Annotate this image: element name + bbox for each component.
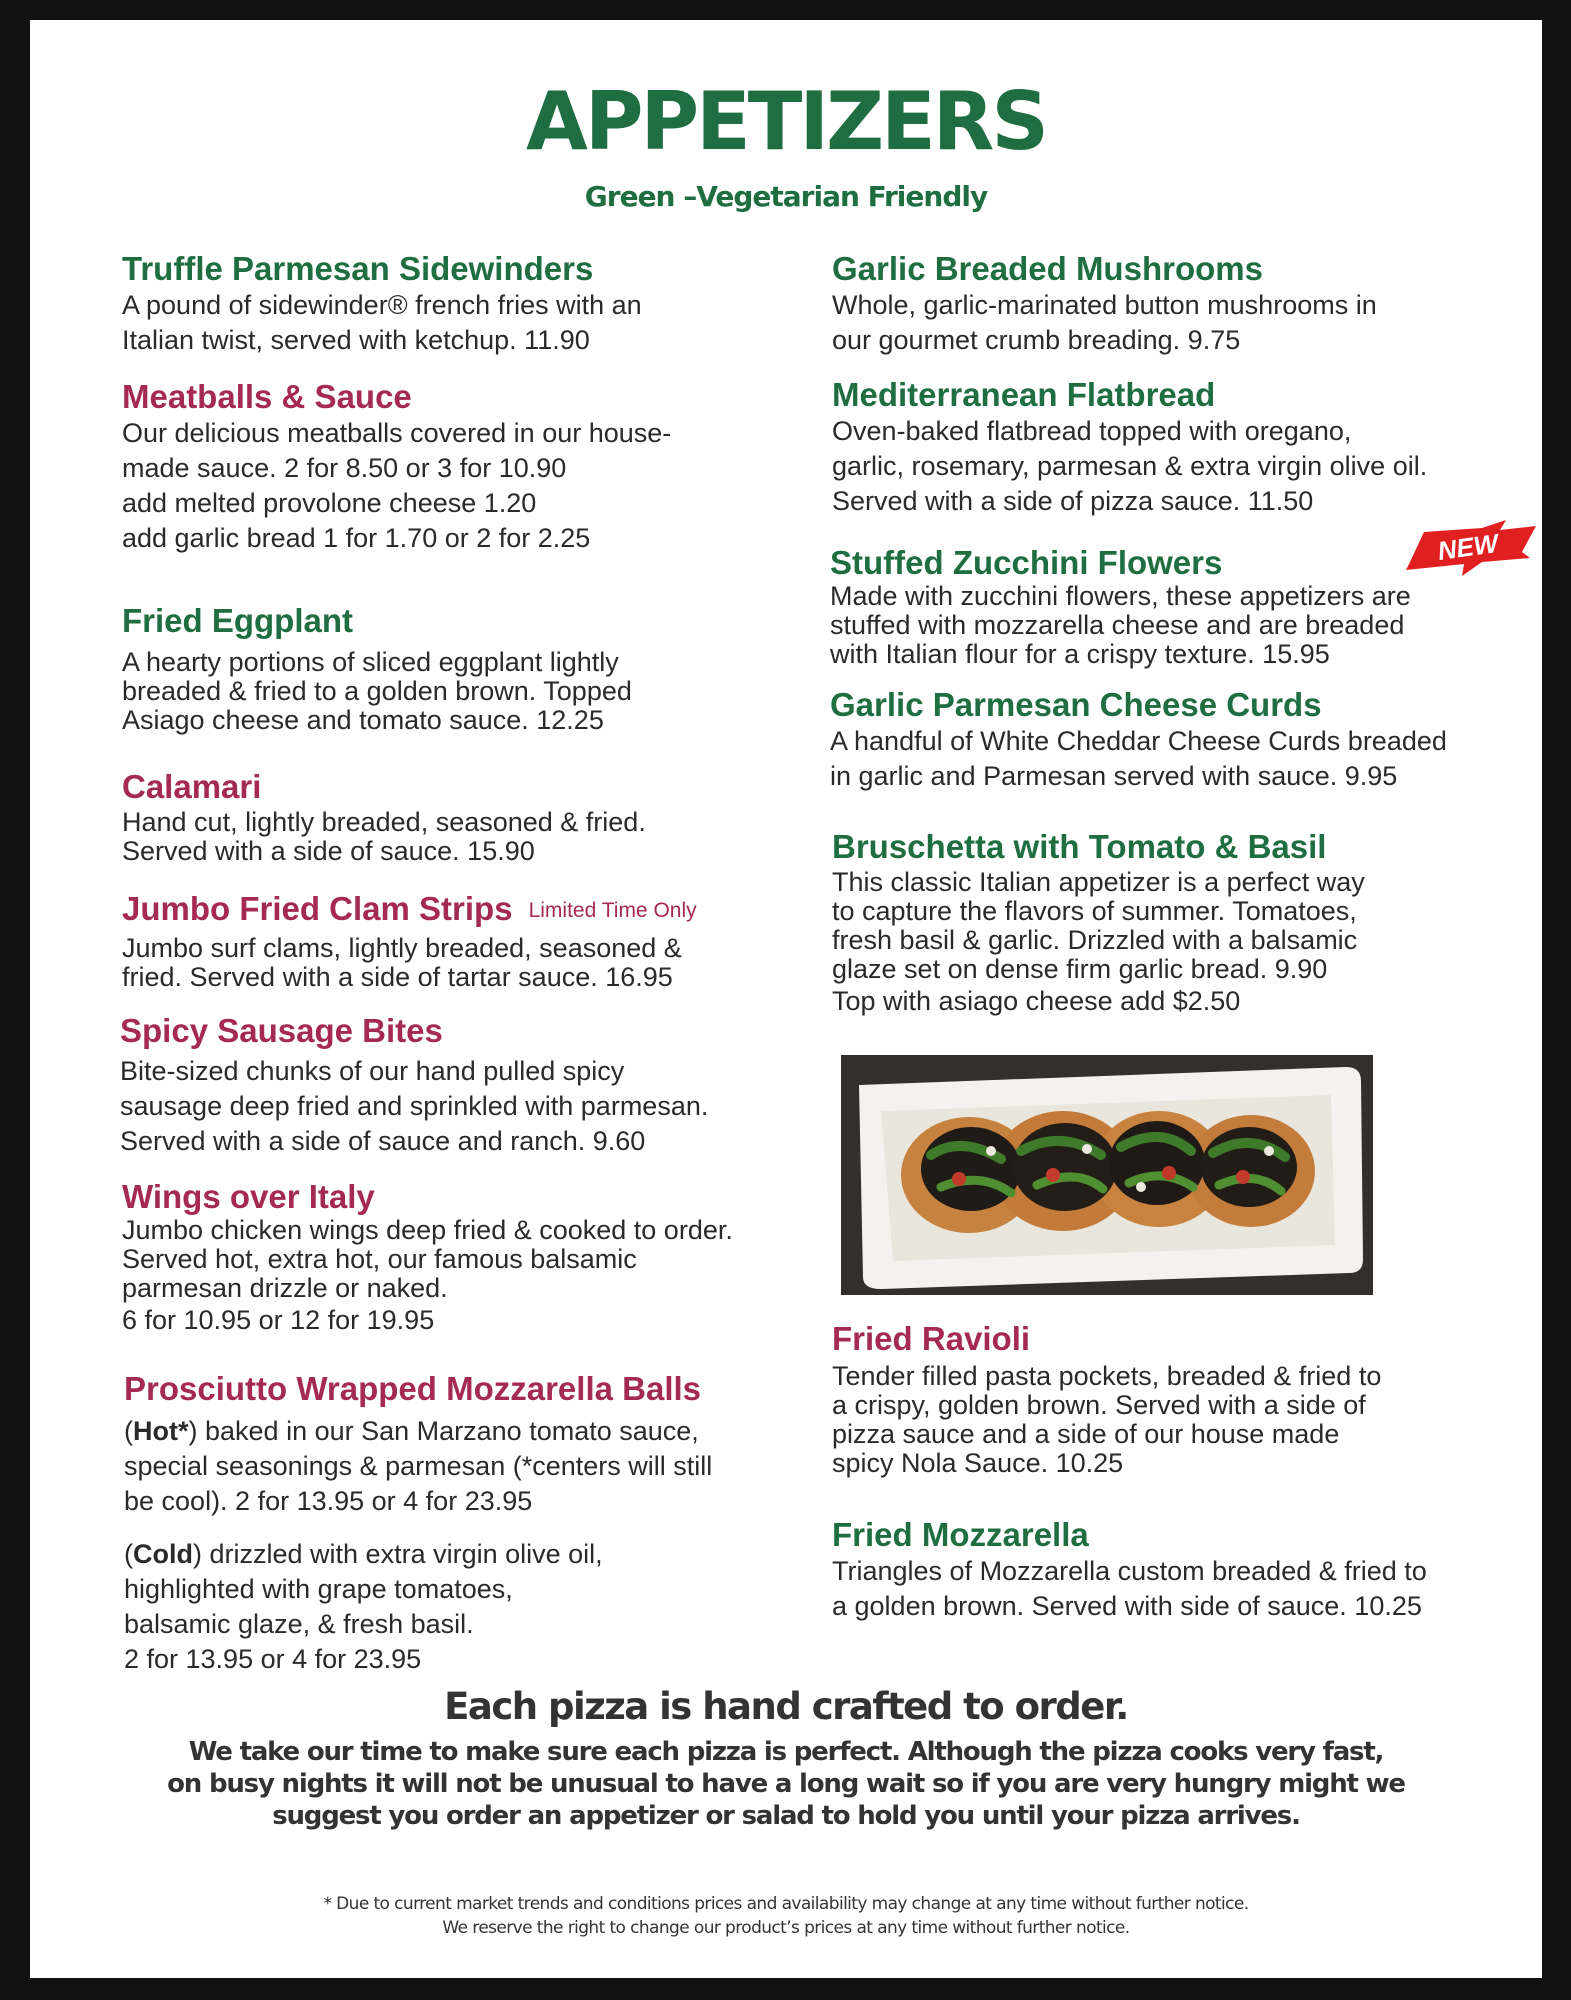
item-desc-line: Top with asiago cheese add $2.50 xyxy=(832,986,1241,1016)
menu-item-wings-over-italy xyxy=(122,1178,822,1338)
item-name: Stuffed Zucchini Flowers xyxy=(830,544,1223,581)
price-disclaimer: * Due to current market trends and conditions prices and availability may change at any time without further notice. xyxy=(323,1894,1249,1914)
price-disclaimer: We reserve the right to change our product’s prices at any time without further notice. xyxy=(442,1918,1130,1938)
menu-item-garlic-breaded-mushrooms xyxy=(832,250,1532,358)
menu-item-prosciutto-wrapped-mozzarella-balls xyxy=(124,1370,824,1677)
item-desc-line: spicy Nola Sauce. 10.25 xyxy=(832,1448,1124,1478)
item-desc-line: a golden brown. Served with side of sauce. 10.25 xyxy=(832,1591,1422,1621)
item-name: Bruschetta with Tomato & Basil xyxy=(832,828,1327,865)
item-desc-line: Jumbo surf clams, lightly breaded, seasoned & xyxy=(122,933,682,963)
menu-item-stuffed-zucchini-flowers xyxy=(830,544,1530,669)
menu-item-jumbo-fried-clam-strips xyxy=(122,890,822,992)
item-name: Garlic Parmesan Cheese Curds xyxy=(830,686,1322,723)
item-desc-line: A handful of White Cheddar Cheese Curds breaded xyxy=(830,726,1447,756)
item-desc-line: in garlic and Parmesan served with sauce. 9.95 xyxy=(830,761,1398,791)
footer-line: on busy nights it will not be unusual to have a long wait so if you are very hungry might we xyxy=(167,1769,1405,1799)
item-name: Calamari xyxy=(122,768,262,805)
item-desc-line: Made with zucchini flowers, these appetizers are xyxy=(830,581,1411,611)
menu-item-spicy-sausage-bites xyxy=(120,1012,820,1159)
item-desc-line: a crispy, golden brown. Served with a side of xyxy=(832,1390,1366,1420)
footer-line: We take our time to make sure each pizza is perfect. Although the pizza cooks very fast, xyxy=(188,1737,1384,1767)
item-desc-line: special seasonings & parmesan (*centers will still xyxy=(124,1451,713,1481)
item-name: Fried Ravioli xyxy=(832,1320,1031,1357)
item-desc-line: our gourmet crumb breading. 9.75 xyxy=(832,325,1241,355)
item-desc-line: Served with a side of sauce. 15.90 xyxy=(122,836,535,866)
item-desc-line: pizza sauce and a side of our house made xyxy=(832,1419,1340,1449)
item-desc-line: stuffed with mozzarella cheese and are breaded xyxy=(830,610,1405,640)
item-desc-line: Asiago cheese and tomato sauce. 12.25 xyxy=(122,705,604,735)
limited-time-tag: Limited Time Only xyxy=(528,899,697,922)
item-desc-line: add melted provolone cheese 1.20 xyxy=(122,488,537,518)
item-desc-line: Served hot, extra hot, our famous balsamic xyxy=(122,1244,637,1274)
menu-item-mediterranean-flatbread xyxy=(832,376,1532,519)
item-desc-line: Jumbo chicken wings deep fried & cooked to order. xyxy=(122,1215,733,1245)
menu-item-bruschetta-tomato-basil xyxy=(832,828,1532,1019)
vegetarian-legend: Green –Vegetarian Friendly xyxy=(584,180,988,213)
item-desc-text: drizzled with extra virgin olive oil, xyxy=(209,1539,603,1569)
item-name: Fried Eggplant xyxy=(122,602,353,639)
menu-page xyxy=(30,20,1542,1978)
item-desc-line: This classic Italian appetizer is a perfect way xyxy=(832,867,1365,897)
bruschetta-photo xyxy=(841,1055,1373,1295)
menu-item-garlic-parmesan-cheese-curds xyxy=(830,686,1530,794)
hot-label: Hot* xyxy=(133,1416,189,1446)
item-name: Mediterranean Flatbread xyxy=(832,376,1216,413)
item-name: Meatballs & Sauce xyxy=(122,378,412,415)
item-desc-line: parmesan drizzle or naked. xyxy=(122,1273,448,1303)
item-desc-line: sausage deep fried and sprinkled with parmesan. xyxy=(120,1091,709,1121)
item-desc-line: Bite-sized chunks of our hand pulled spicy xyxy=(120,1056,625,1086)
item-desc-line: add garlic bread 1 for 1.70 or 2 for 2.25 xyxy=(122,523,591,553)
menu-item-calamari xyxy=(122,768,822,866)
item-desc-line: be cool). 2 for 13.95 or 4 for 23.95 xyxy=(124,1486,533,1516)
item-desc-line: A pound of sidewinder® french fries with an xyxy=(122,290,642,320)
item-desc-line: Whole, garlic-marinated button mushrooms in xyxy=(832,290,1377,320)
item-desc-line: A hearty portions of sliced eggplant lightly xyxy=(122,647,619,677)
item-desc-line: fresh basil & garlic. Drizzled with a balsamic xyxy=(832,925,1358,955)
cold-option-line: (Cold) drizzled with extra virgin olive oil, xyxy=(124,1539,603,1569)
footer-message xyxy=(30,1736,1542,1832)
item-desc-line: breaded & fried to a golden brown. Topped xyxy=(122,676,632,706)
item-name: Spicy Sausage Bites xyxy=(120,1012,443,1049)
item-desc-line: highlighted with grape tomatoes, xyxy=(124,1574,513,1604)
item-desc-line: glaze set on dense firm garlic bread. 9.90 xyxy=(832,954,1328,984)
cold-label: Cold xyxy=(133,1539,193,1569)
page-title: APPETIZERS xyxy=(525,75,1047,168)
item-name: Fried Mozzarella xyxy=(832,1516,1089,1553)
item-name: Prosciutto Wrapped Mozzarella Balls xyxy=(124,1370,702,1407)
item-desc-line: fried. Served with a side of tartar sauce. 16.95 xyxy=(122,962,673,992)
footer-line: suggest you order an appetizer or salad to hold you until your pizza arrives. xyxy=(272,1801,1300,1831)
item-desc-line: Tender filled pasta pockets, breaded & fried to xyxy=(832,1361,1382,1391)
item-name-row xyxy=(122,890,822,930)
item-desc-line: Italian twist, served with ketchup. 11.90 xyxy=(122,325,590,355)
item-name: Wings over Italy xyxy=(122,1178,375,1215)
item-desc-line: to capture the flavors of summer. Tomatoes, xyxy=(832,896,1357,926)
menu-item-meatballs-sauce xyxy=(122,378,822,556)
item-desc-line: Served with a side of sauce and ranch. 9.60 xyxy=(120,1126,646,1156)
item-desc-text: baked in our San Marzano tomato sauce, xyxy=(205,1416,699,1446)
new-badge-label: NEW xyxy=(1435,527,1500,567)
item-desc-line: 2 for 13.95 or 4 for 23.95 xyxy=(124,1644,422,1674)
item-desc-line: with Italian flour for a crispy texture. 15.95 xyxy=(830,639,1330,669)
item-desc-line: Our delicious meatballs covered in our house- xyxy=(122,418,672,448)
item-desc-line: Served with a side of pizza sauce. 11.50 xyxy=(832,486,1314,516)
menu-item-truffle-parmesan-sidewinders xyxy=(122,250,822,358)
item-desc-line: 6 for 10.95 or 12 for 19.95 xyxy=(122,1305,435,1335)
menu-item-fried-eggplant xyxy=(122,602,822,735)
item-name: Truffle Parmesan Sidewinders xyxy=(122,250,594,287)
item-desc-line: Triangles of Mozzarella custom breaded & fried to xyxy=(832,1556,1427,1586)
item-desc-line: made sauce. 2 for 8.50 or 3 for 10.90 xyxy=(122,453,567,483)
hot-option-line: (Hot*) baked in our San Marzano tomato sauce, xyxy=(124,1416,699,1446)
menu-item-fried-mozzarella xyxy=(832,1516,1532,1624)
item-name: Garlic Breaded Mushrooms xyxy=(832,250,1263,287)
menu-item-fried-ravioli xyxy=(832,1320,1532,1478)
item-name: Jumbo Fried Clam Strips xyxy=(122,890,513,927)
footer-headline: Each pizza is hand crafted to order. xyxy=(444,1685,1128,1728)
item-desc-line: garlic, rosemary, parmesan & extra virgin olive oil. xyxy=(832,451,1428,481)
item-desc-line: Oven-baked flatbread topped with oregano, xyxy=(832,416,1352,446)
item-desc-line: balsamic glaze, & fresh basil. xyxy=(124,1609,474,1639)
item-desc-line: Hand cut, lightly breaded, seasoned & fried. xyxy=(122,807,646,837)
